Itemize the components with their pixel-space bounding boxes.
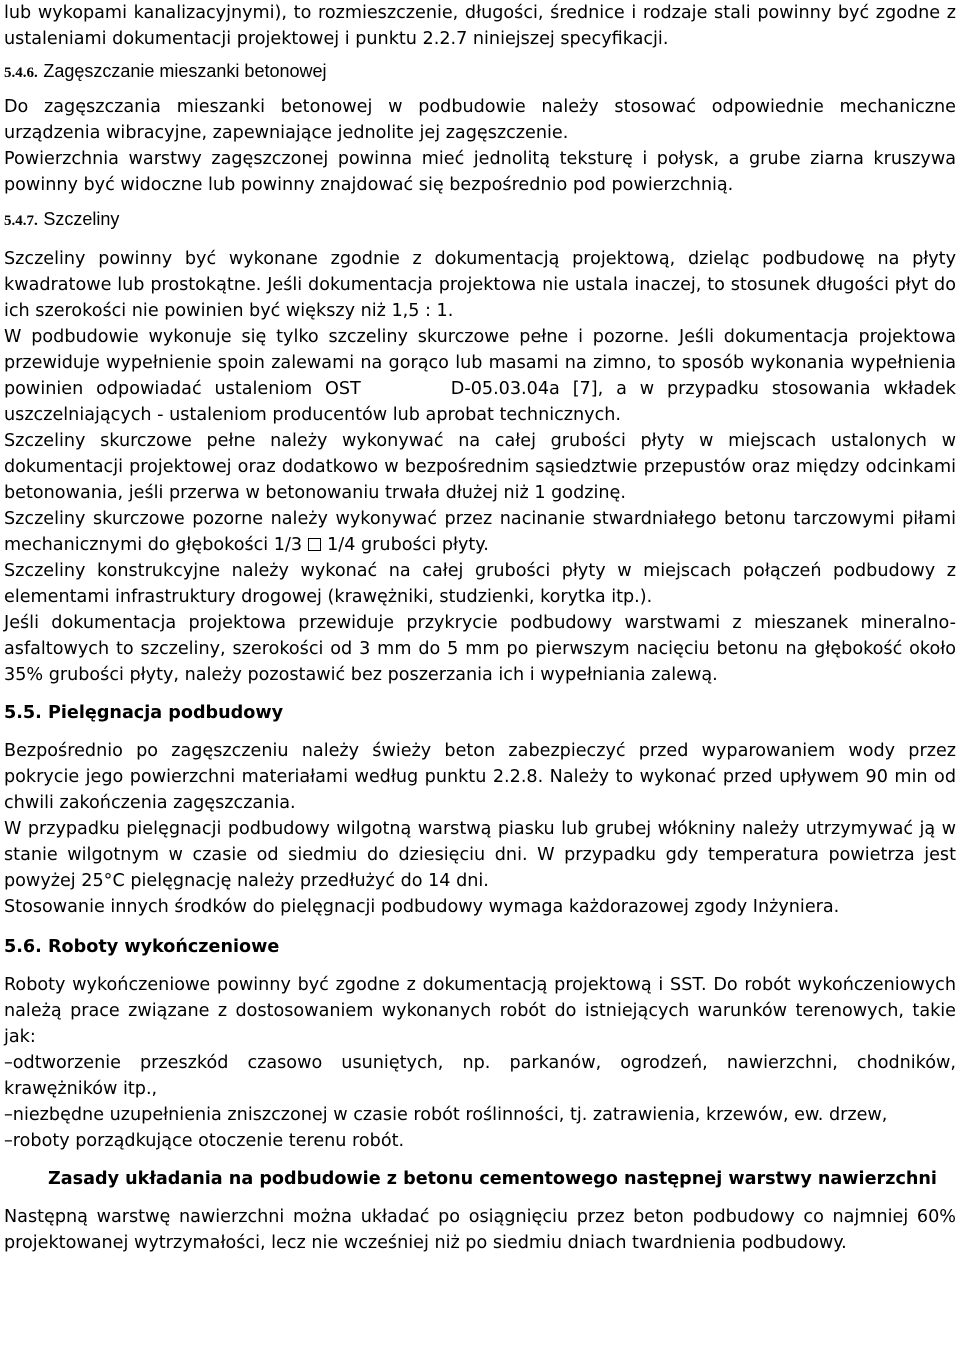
- paragraph: Do zagęszczania mieszanki betonowej w podbudowie należy stosować odpowiednie mechaniczne urządzenia wibracyjne, zapewniające jednolite jej zagęszczenie.: [4, 97, 956, 143]
- subsection-heading-5-4-6: [4, 58, 956, 86]
- paragraph: Roboty wykończeniowe powinny być zgodne z dokumentacją projektową i SST. Do robót wykończeniowych należą prace związane z dostosowaniem wykonanych robót do istniejących warunków terenowych, takie jak:: [4, 975, 956, 1047]
- square-glyph-icon: [308, 538, 321, 551]
- paragraph: Szczeliny konstrukcyjne należy wykonać na całej grubości płyty w miejscach połączeń podbudowy z elementami infrastruktury drogowej (krawężniki, studzienki, korytka itp.).: [4, 561, 956, 607]
- paragraph-part: 1/4 grubości płyty.: [327, 535, 489, 555]
- subsection-number: 5.4.7.: [4, 213, 38, 229]
- paragraph: Stosowanie innych środków do pielęgnacji podbudowy wymaga każdorazowej zgody Inżyniera.: [4, 897, 840, 917]
- list-item: –niezbędne uzupełnienia zniszczonej w czasie robót roślinności, tj. zatrawienia, krzewów, ew. drzew,: [4, 1105, 888, 1125]
- paragraph: Następną warstwę nawierzchni można układać po osiągnięciu przez beton podbudowy co najmniej 60% projektowanej wytrzymałości, lecz nie wcześniej niż po siedmiu dniach twardnienia podbudowy.: [4, 1207, 956, 1253]
- subsection-heading-5-4-7: [4, 206, 956, 234]
- section-title: Pielęgnacja podbudowy: [48, 703, 284, 723]
- section-number: 5.5.: [4, 703, 42, 723]
- paragraph-part: D-05.03.04a [7], a w przypadku stosowania wkładek uszczelniających - ustaleniom producentów lub aprobat technicznych.: [4, 379, 956, 425]
- section-heading-5-5: [4, 700, 956, 726]
- paragraph: W przypadku pielęgnacji podbudowy wilgotną warstwą piasku lub grubej włókniny należy utrzymywać ją w stanie wilgotnym w czasie od siedmiu do dziesięciu dni. W przypadku gdy temperatura powietrza jest powyżej 25°C pielęgnację należy przedłużyć do 14 dni.: [4, 819, 956, 891]
- paragraph-intro: lub wykopami kanalizacyjnymi), to rozmieszczenie, długości, średnice i rodzaje stali powinny być zgodne z ustaleniami dokumentacji projektowej i punktu 2.2.7 niniejszej specyfikacji.: [4, 3, 956, 49]
- list-item: –odtworzenie przeszkód czasowo usuniętych, np. parkanów, ogrodzeń, nawierzchni, chodników, krawężników itp.,: [4, 1053, 956, 1099]
- subsection-title: Zagęszczanie mieszanki betonowej: [43, 61, 327, 81]
- section-title: Zasady układania na podbudowie z betonu cementowego następnej warstwy nawierzchni: [48, 1169, 937, 1189]
- section-heading-5-6: [4, 934, 956, 960]
- section-heading-5-7: [4, 1166, 956, 1192]
- paragraph: [4, 324, 956, 428]
- section-number: [4, 1166, 48, 1192]
- paragraph-part: W podbudowie wykonuje się tylko szczeliny skurczowe pełne i pozorne. Jeśli dokumentacja projektowa przewiduje wypełnienie spoin zalewami na gorąco lub masami na zimno, to sposób wykonania wypełnienia powinien odpowiadać ustaleniom OST: [4, 327, 956, 399]
- paragraph: Powierzchnia warstwy zagęszczonej powinna mieć jednolitą teksturę i połysk, a grube ziarna kruszywa powinny być widoczne lub powinny znajdować się bezpośrednio pod powierzchnią.: [4, 149, 956, 195]
- document-page: [4, 0, 956, 1256]
- section-title: Roboty wykończeniowe: [48, 937, 280, 957]
- paragraph: [4, 506, 956, 558]
- subsection-number: 5.4.6.: [4, 65, 38, 81]
- paragraph: Szczeliny skurczowe pełne należy wykonywać na całej grubości płyty w miejscach ustalonych w dokumentacji projektowej oraz dodatkowo w bezpośrednim sąsiedztwie przepustów oraz między odcinkami betonowania, jeśli przerwa w betonowaniu trwała dłużej niż 1 godzinę.: [4, 431, 956, 503]
- paragraph: Jeśli dokumentacja projektowa przewiduje przykrycie podbudowy warstwami z mieszanek mineralno-asfaltowych to szczeliny, szerokości od 3 mm do 5 mm po pierwszym nacięciu betonu na głębokość około 35% grubości płyty, należy pozostawić bez poszerzania ich i wypełniania zalewą.: [4, 613, 956, 685]
- paragraph: Bezpośrednio po zagęszczeniu należy świeży beton zabezpieczyć przed wyparowaniem wody przez pokrycie jego powierzchni materiałami według punktu 2.2.8. Należy to wykonać przed upływem 90 min od chwili zakończenia zagęszczania.: [4, 741, 956, 813]
- section-number: 5.6.: [4, 937, 42, 957]
- list-item: –roboty porządkujące otoczenie terenu robót.: [4, 1131, 405, 1151]
- paragraph: Szczeliny powinny być wykonane zgodnie z dokumentacją projektową, dzieląc podbudowę na płyty kwadratowe lub prostokątne. Jeśli dokumentacja projektowa nie ustala inaczej, to stosunek długości płyt do ich szerokości nie powinien być większy niż 1,5 : 1.: [4, 249, 956, 321]
- subsection-title: Szczeliny: [43, 209, 120, 229]
- paragraph-part: Szczeliny skurczowe pozorne należy wykonywać przez nacinanie stwardniałego betonu tarczowymi piłami mechanicznymi do głębokości 1/3: [4, 509, 956, 555]
